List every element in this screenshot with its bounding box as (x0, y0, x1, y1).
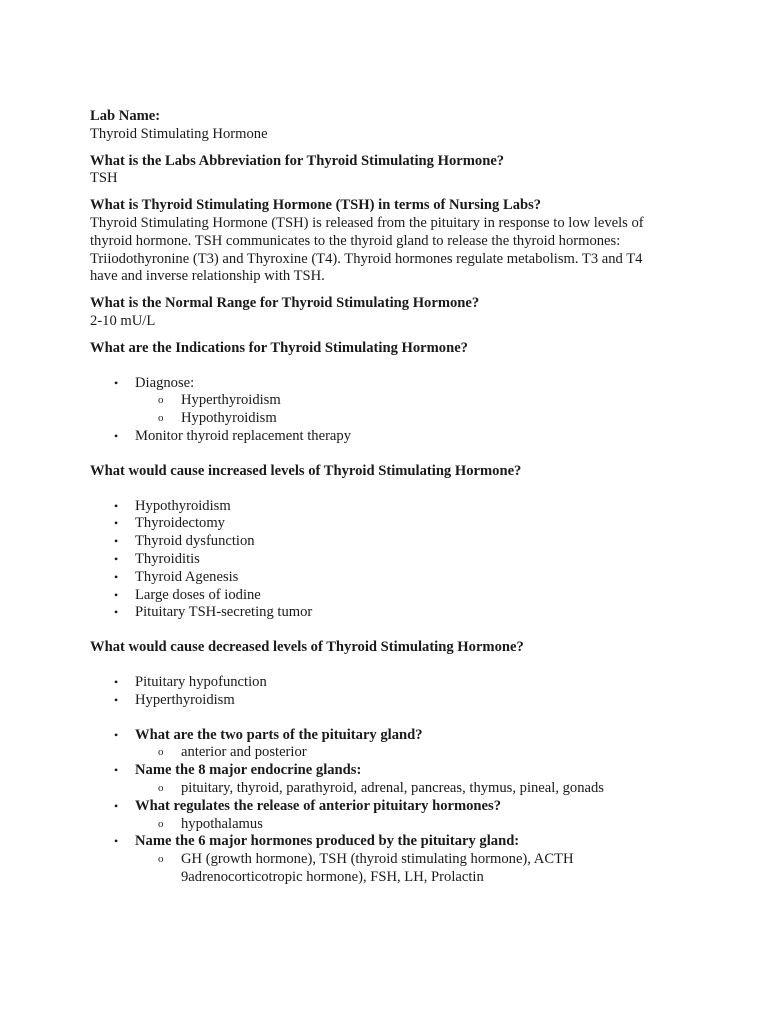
sub-list-item: o pituitary, thyroid, parathyroid, adrenal, pancreas, thymus, pineal, gonads (90, 780, 670, 798)
list-item-label: Diagnose: (135, 374, 195, 391)
sub-list (135, 780, 670, 798)
list-item: • Thyroid Agenesis (90, 569, 670, 587)
list-item (90, 833, 670, 886)
list-item: • Hyperthyroidism (90, 692, 670, 710)
list-item: • Large doses of iodine (90, 587, 670, 605)
question-indications: What are the Indications for Thyroid Stimulating Hormone? (90, 339, 468, 356)
answer-definition: Thyroid Stimulating Hormone (TSH) is released from the pituitary in response to low levels of thyroid hormone. TSH communicates to the thyroid gland to release the thyroid hormones: Triiodothyronine (T3) and Thyroxine (T4). Thyroid hormones regulate metabolism. T3 and T4 have and inverse relationship with TSH. (90, 214, 644, 285)
sub-list (135, 392, 670, 428)
question-increased-levels: What would cause increased levels of Thyroid Stimulating Hormone? (90, 462, 522, 479)
sub-list (135, 744, 670, 762)
sub-list-item: o GH (growth hormone), TSH (thyroid stimulating hormone), ACTH 9adrenocorticotropic hormone), FSH, LH, Prolactin (90, 851, 670, 887)
list-item: • Thyroidectomy (90, 515, 670, 533)
question-definition: What is Thyroid Stimulating Hormone (TSH) in terms of Nursing Labs? (90, 197, 542, 214)
list-item (90, 727, 670, 763)
sub-list-item: o anterior and posterior (90, 744, 670, 762)
extra-questions-list (90, 727, 670, 887)
document-page (90, 108, 670, 887)
question-endocrine-glands: Name the 8 major endocrine glands: (135, 762, 362, 779)
question-decreased-levels: What would cause decreased levels of Thyroid Stimulating Hormone? (90, 639, 524, 656)
list-item: • Monitor thyroid replacement therapy (90, 428, 670, 446)
question-normal-range: What is the Normal Range for Thyroid Stimulating Hormone? (90, 295, 480, 312)
lab-name-label: Lab Name: (90, 108, 161, 124)
list-item: • Pituitary hypofunction (90, 674, 670, 692)
list-item (90, 762, 670, 798)
sub-list (135, 851, 670, 887)
question-abbreviation: What is the Labs Abbreviation for Thyroid Stimulating Hormone? (90, 152, 505, 169)
increased-list (90, 498, 670, 623)
list-item: • Hypothyroidism (90, 498, 670, 516)
sub-list-item: o hypothalamus (90, 816, 670, 834)
question-pituitary-hormones: Name the 6 major hormones produced by the pituitary gland: (135, 833, 520, 850)
question-anterior-regulation: What regulates the release of anterior pituitary hormones? (135, 797, 502, 814)
list-item: • Thyroid dysfunction (90, 533, 670, 551)
list-item: • Thyroiditis (90, 551, 670, 569)
list-item (90, 375, 670, 428)
decreased-list (90, 674, 670, 710)
answer-abbreviation: TSH (90, 170, 118, 187)
list-item (90, 798, 670, 834)
lab-name-value: Thyroid Stimulating Hormone (90, 125, 268, 142)
indications-list (90, 375, 670, 446)
question-pituitary-parts: What are the two parts of the pituitary gland? (135, 726, 423, 743)
sub-list-item: o Hyperthyroidism (90, 392, 670, 410)
sub-list (135, 816, 670, 834)
sub-list-item: o Hypothyroidism (90, 410, 670, 428)
list-item: • Pituitary TSH-secreting tumor (90, 604, 670, 622)
answer-normal-range: 2-10 mU/L (90, 312, 156, 329)
